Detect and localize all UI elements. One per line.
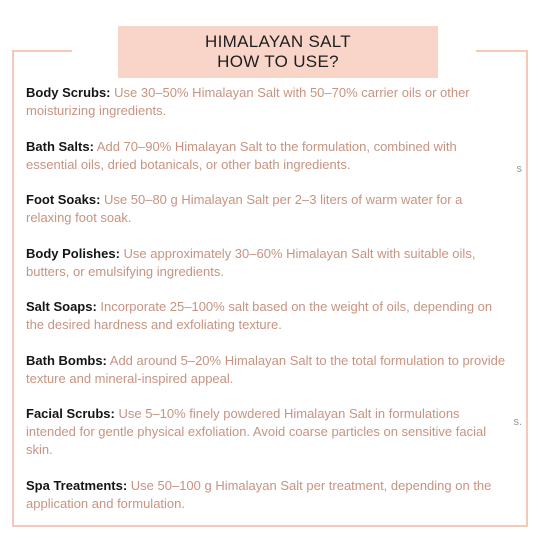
- frame-top-left-border: [12, 50, 72, 52]
- usage-text: Use approximately 30–60% Himalayan Salt with suitable oils, butters, or emulsifying ingredients.: [26, 245, 476, 279]
- usage-text: Use 50–80 g Himalayan Salt per 2–3 liters of warm water for a relaxing foot soak.: [26, 192, 463, 225]
- usage-text: Incorporate 25–100% salt based on the weight of oils, depending on the desired hardness and exfoliating texture.: [26, 299, 493, 332]
- usage-item-bath-salts: [26, 138, 508, 174]
- usage-item-body-polishes: [26, 245, 508, 281]
- title-line-1: HIMALAYAN SALT: [205, 32, 351, 51]
- title-banner: [118, 26, 438, 78]
- usage-text: Add 70–90% Himalayan Salt to the formulation, combined with essential oils, dried botanicals, or other bath ingredients.: [26, 138, 457, 172]
- usage-text: Use 50–100 g Himalayan Salt per treatment, depending on the application and formulation.: [26, 477, 492, 511]
- usage-label: Spa Treatments:: [26, 477, 128, 493]
- usage-label: Foot Soaks:: [26, 192, 101, 207]
- usage-item-facial-scrubs: [26, 405, 508, 459]
- edge-glyph-lower: s.: [513, 416, 522, 428]
- usage-text: Use 30–50% Himalayan Salt with 50–70% carrier oils or other moisturizing ingredients.: [26, 85, 470, 118]
- usage-item-salt-soaps: [26, 298, 508, 334]
- usage-text: Use 5–10% finely powdered Himalayan Salt in formulations intended for gentle physical exfoliation. Avoid coarse particles on sensitive facial skin.: [26, 406, 487, 457]
- usage-label: Salt Soaps:: [26, 299, 97, 314]
- edge-glyph-upper: s: [516, 163, 522, 175]
- usage-label: Body Polishes:: [26, 245, 120, 261]
- frame-top-right-border: [476, 50, 528, 52]
- usage-item-bath-bombs: [26, 352, 508, 388]
- usage-item-body-scrubs: [26, 84, 508, 120]
- usage-item-foot-soaks: [26, 191, 508, 227]
- frame-left-border: [12, 50, 14, 525]
- usage-item-spa-treatments: [26, 477, 508, 513]
- usage-list: [26, 84, 508, 530]
- usage-label: Bath Salts:: [26, 138, 94, 154]
- usage-label: Facial Scrubs:: [26, 406, 115, 421]
- usage-text: Add around 5–20% Himalayan Salt to the total formulation to provide texture and mineral-inspired appeal.: [26, 352, 506, 386]
- frame-right-border: [526, 50, 528, 525]
- usage-label: Bath Bombs:: [26, 352, 107, 368]
- title-line-2: HOW TO USE?: [217, 52, 339, 71]
- usage-label: Body Scrubs:: [26, 85, 111, 100]
